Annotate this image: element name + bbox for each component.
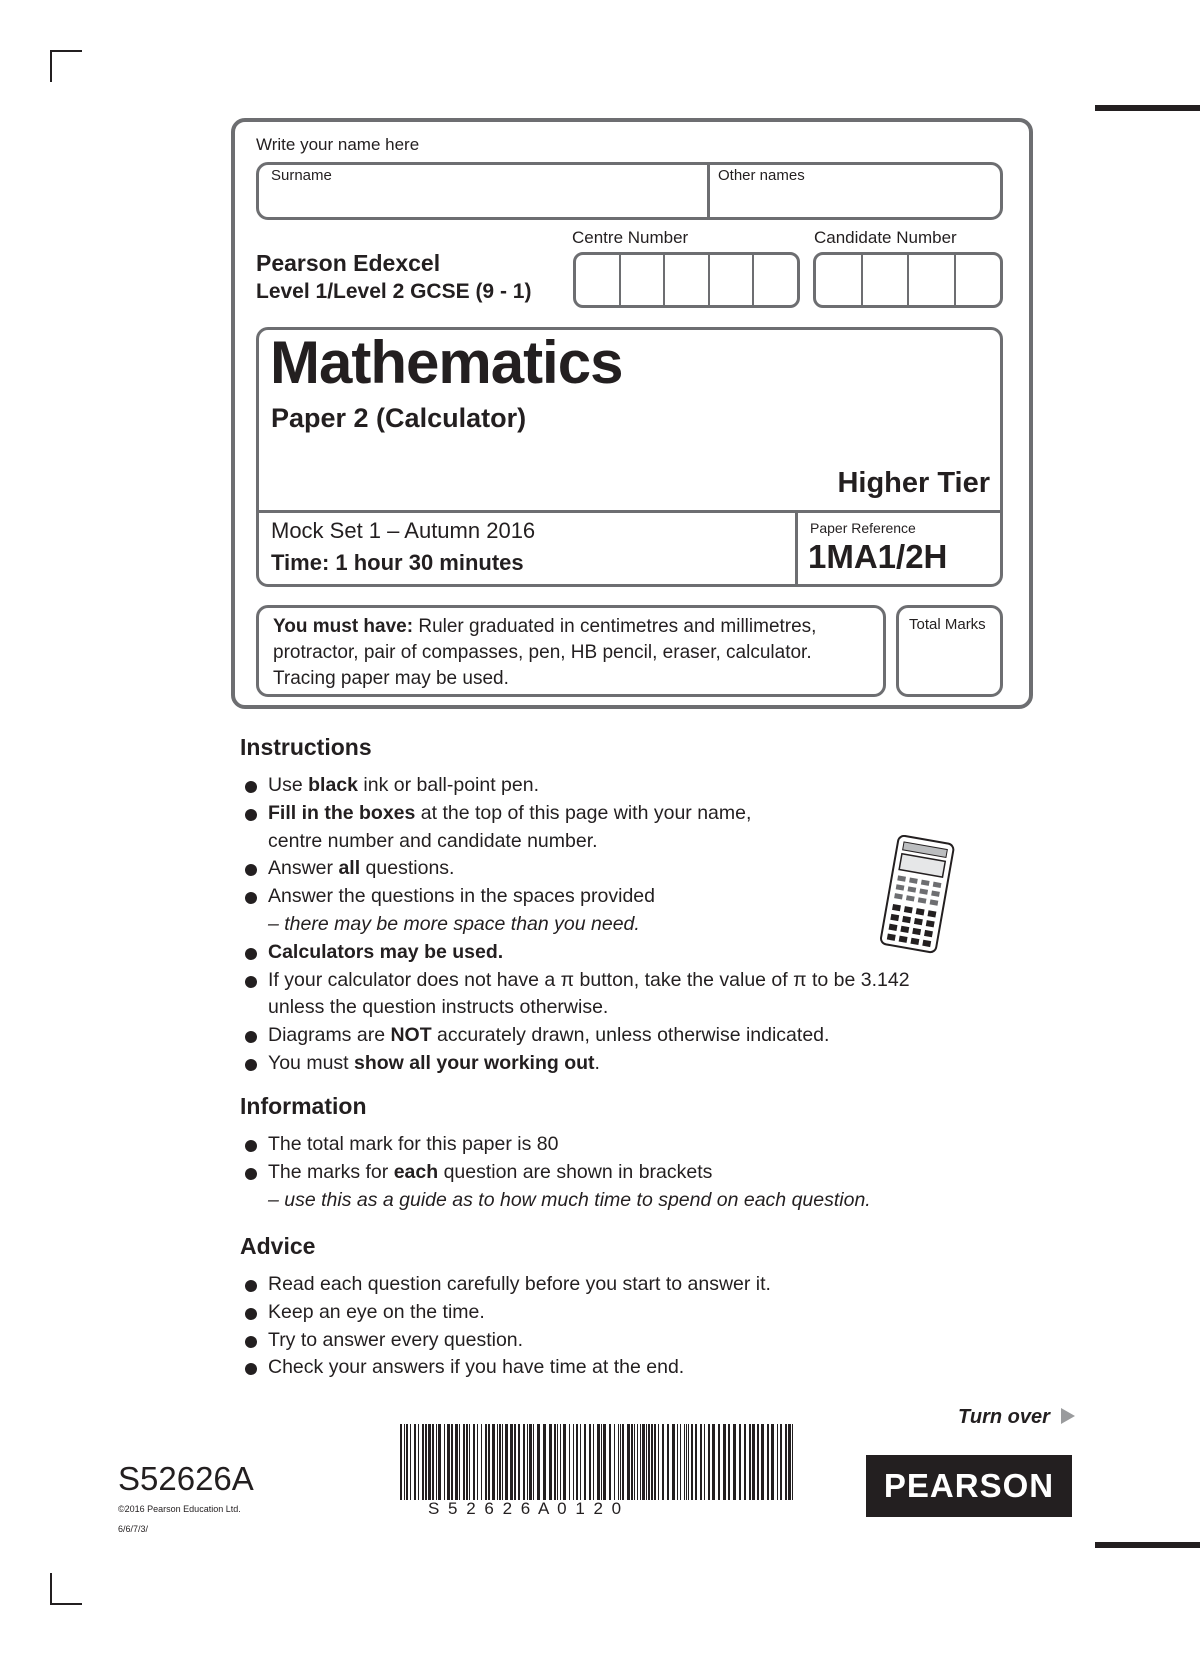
series-code: 6/6/7/3/: [118, 1524, 149, 1534]
turn-over-link[interactable]: Turn over: [958, 1406, 1075, 1429]
candidate-number-boxes[interactable]: [813, 252, 1003, 308]
surname-field[interactable]: Surname: [271, 167, 332, 184]
barcode: [400, 1424, 796, 1500]
list-item: Read each question carefully before you start to answer it.: [241, 1271, 961, 1299]
equipment-box: [256, 605, 886, 697]
calculator-icon: [875, 835, 960, 955]
copyright: ©2016 Pearson Education Ltd.: [118, 1504, 241, 1514]
advice-heading: Advice: [240, 1233, 316, 1259]
arrow-right-icon: [1061, 1408, 1075, 1424]
paper-reference: 1MA1/2H: [808, 538, 948, 575]
name-box: [256, 162, 1003, 220]
instructions-heading: Instructions: [240, 734, 372, 760]
advice-list: [241, 1271, 961, 1382]
list-item: Calculators may be used.: [241, 939, 961, 967]
list-item: The marks for each question are shown in brackets – use this as a guide as to how much time to spend on each question.: [241, 1159, 961, 1215]
crop-mark-top-left: [50, 50, 82, 82]
centre-number-boxes[interactable]: [573, 252, 800, 308]
list-item: You must show all your working out.: [241, 1050, 961, 1078]
subject-title: Mathematics: [270, 329, 623, 396]
other-names-field[interactable]: Other names: [718, 167, 805, 184]
list-item: Check your answers if you have time at the end.: [241, 1354, 961, 1382]
title-divider: [256, 510, 1003, 513]
total-marks-box: [896, 605, 1003, 697]
list-item: Fill in the boxes at the top of this page with your name, centre number and candidate number.: [241, 800, 961, 856]
list-item: Use black ink or ball-point pen.: [241, 772, 961, 800]
information-heading: Information: [240, 1093, 367, 1119]
paper-reference-label: Paper Reference: [810, 520, 916, 536]
edge-mark-top: [1095, 105, 1200, 111]
reference-divider: [795, 510, 798, 587]
total-marks-label: Total Marks: [909, 616, 986, 633]
list-item: Answer all questions.: [241, 855, 961, 883]
qualification-level: Level 1/Level 2 GCSE (9 - 1): [256, 280, 532, 303]
list-item: Try to answer every question.: [241, 1327, 961, 1355]
information-list: [241, 1131, 961, 1214]
name-divider: [707, 162, 710, 220]
equipment-lead: You must have:: [273, 616, 414, 637]
list-item: Answer the questions in the spaces provided – there may be more space than you need.: [241, 883, 961, 939]
candidate-number-label: Candidate Number: [814, 228, 957, 247]
instructions-list: [241, 772, 961, 1078]
equipment-text: Ruler graduated in centimetres and millimetres, protractor, pair of compasses, pen, HB pencil, eraser, calculator. Tracing paper may be used.: [273, 616, 817, 689]
paper-title: Paper 2 (Calculator): [271, 403, 527, 433]
pearson-logo: PEARSON: [866, 1455, 1072, 1517]
exam-time: Time: 1 hour 30 minutes: [271, 550, 524, 575]
list-item: The total mark for this paper is 80: [241, 1131, 961, 1159]
crop-mark-bottom-left: [50, 1573, 82, 1605]
centre-number-label: Centre Number: [572, 228, 689, 247]
list-item: Diagrams are NOT accurately drawn, unless otherwise indicated.: [241, 1022, 961, 1050]
exam-board: Pearson Edexcel: [256, 250, 441, 276]
mock-set: Mock Set 1 – Autumn 2016: [271, 518, 536, 543]
list-item: If your calculator does not have a π button, take the value of π to be 3.142 unless the question instructs otherwise.: [241, 967, 961, 1023]
list-item: Keep an eye on the time.: [241, 1299, 961, 1327]
barcode-text: S 5 2 6 2 6 A 0 1 2 0: [428, 1499, 624, 1518]
tier-label: Higher Tier: [837, 467, 990, 499]
paper-code: S52626A: [118, 1460, 254, 1497]
write-name-label: Write your name here: [256, 135, 420, 154]
edge-mark-bottom: [1095, 1542, 1200, 1548]
